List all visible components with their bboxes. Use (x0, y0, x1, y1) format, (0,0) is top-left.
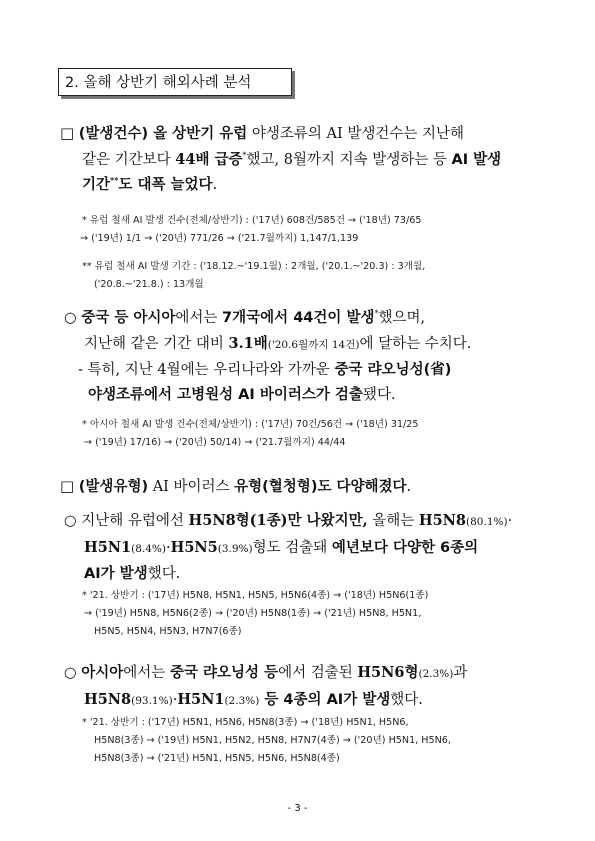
circle-bullet-icon: ○ (64, 513, 77, 529)
para-occurrence-count: □ (발생건수) 올 상반기 유럽 야생조류의 AI 발생건수는 지난해 같은 기간보다 44배 급증*했고, 8월까지 지속 발생하는 등 AI 발생 기간**도 대폭 늘었다. (60, 124, 502, 193)
para-occurrence-type: □ (발생유형) AI 바이러스 유형(혈청형)도 다양해졌다. (60, 477, 412, 495)
footnote-europe-period: ** 유럽 철새 AI 발생 기간 : ('18.12.~'19.1월) : 2개월, ('20.1.~'20.3) : 3개월, ('20.8.~'21.8.) : 13개월 (82, 261, 426, 290)
page-number: - 3 - (287, 803, 308, 814)
section-title: 2. 올해 상반기 해외사례 분석 (65, 75, 252, 91)
circle-bullet-icon: ○ (64, 310, 77, 326)
para-asia-types: ○ 아시아에서는 중국 랴오닝성 등에서 검출된 H5N6형(2.3%)과 H5N8(93.1%)·H5N1(2.3%) 등 4종의 AI가 발생했다. (64, 664, 468, 708)
square-bullet-icon: □ (60, 124, 75, 142)
footnote-europe-count: * 유럽 철새 AI 발생 건수(전체/상반기) : ('17년) 608건/585건 → ('18년) 73/65 → ('19년) 1/1 → ('20년) 771/26 → ('21.7월까지) 1,147/1,139 (80, 215, 422, 244)
para-asia-count: ○ 중국 등 아시아에서는 7개국에서 44건이 발생*했으며, 지난해 같은 기간 대비 3.1배('20.6월까지 14건)에 달하는 수치다. - 특히, 지난 4월에는 우리나라와 가까운 중국 랴오닝성(省) 야생조류에서 고병원성 AI 바이러스가 검출됐다. (64, 309, 472, 403)
circle-bullet-icon: ○ (64, 665, 77, 681)
section-title-box (58, 68, 292, 96)
para-europe-types: ○ 지난해 유럽에선 H5N8형(1종)만 나왔지만, 올해는 H5N8(80.1%)· H5N1(8.4%)·H5N5(3.9%)형도 검출돼 예년보다 다양한 6종의 AI가 발생했다. (64, 512, 513, 582)
square-bullet-icon: □ (60, 477, 75, 495)
footnote-europe-types: * '21. 상반기 : ('17년) H5N8, H5N1, H5N5, H5N6(4종) → ('18년) H5N6(1종) → ('19년) H5N8, H5N6(2종) → ('20년) H5N8(1종) → ('21년) H5N8, H5N1, H5N5, H5N4, H5N3, H7N7(6종) (82, 590, 429, 637)
footnote-asia-count: * 아시아 철새 AI 발생 건수(전체/상반기) : ('17년) 70건/56건 → ('18년) 31/25 → ('19년) 17/16) → ('20년) 50/14) → ('21.7월까지) 44/44 (82, 419, 419, 448)
footnote-asia-types: * '21. 상반기 : ('17년) H5N1, H5N6, H5N8(3종) → ('18년) H5N1, H5N6, H5N8(3종) → ('19년) H5N1, H5N2, H5N8, H7N7(4종) → ('20년) H5N1, H5N6, H5N8(3종) → ('21년) H5N1, H5N5, H5N6, H5N8(4종) (82, 717, 451, 764)
